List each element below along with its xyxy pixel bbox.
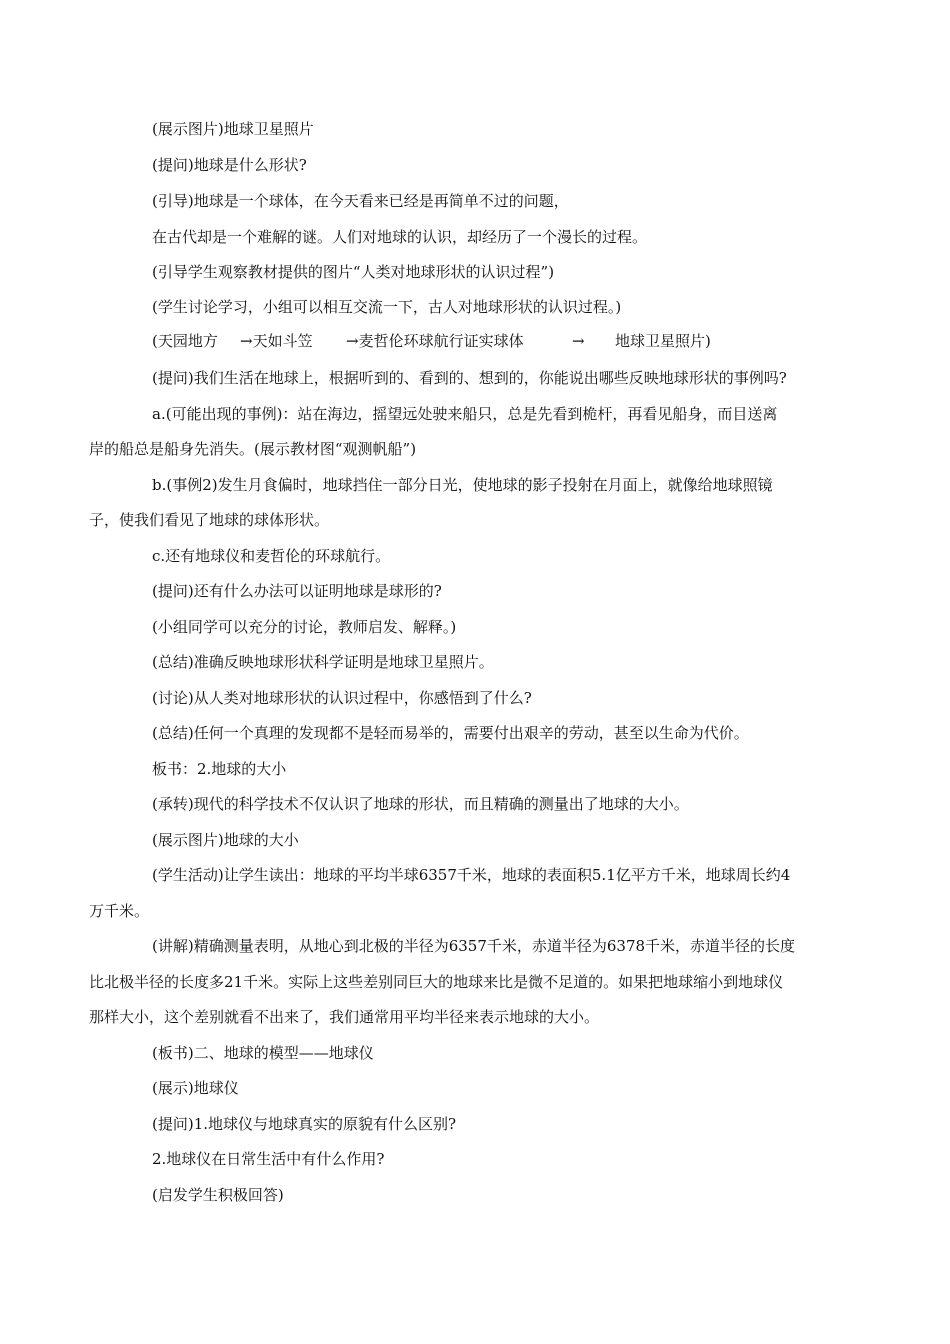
paragraph-line: 岸的船总是船身先消失。(展示教材图“观测帆船”) [89, 440, 417, 458]
paragraph-line: (学生讨论学习，小组可以相互交流一下，古人对地球形状的认识过程。) [152, 298, 622, 316]
paragraph-line: (提问)地球是什么形状? [152, 156, 307, 174]
paragraph-line: (承转)现代的科学技术不仅认识了地球的形状，而且精确的测量出了地球的大小。 [152, 795, 689, 813]
paragraph-line: (板书)二、地球的模型——地球仪 [152, 1044, 374, 1062]
paragraph-line: 2.地球仪在日常生活中有什么作用? [152, 1150, 385, 1168]
paragraph-line: (提问)还有什么办法可以证明地球是球形的? [152, 582, 442, 600]
paragraph-line: (总结)任何一个真理的发现都不是轻而易举的，需要付出艰辛的劳动，甚至以生命为代价。 [152, 724, 749, 742]
progression-step: →天如斗笠 [240, 332, 313, 350]
progression-arrow: → [572, 332, 585, 350]
paragraph-line: (讨论)从人类对地球形状的认识过程中，你感悟到了什么? [152, 689, 532, 707]
paragraph-line: (小组同学可以充分的讨论，教师启发、解释。) [152, 618, 457, 636]
paragraph-line: (总结)准确反映地球形状科学证明是地球卫星照片。 [152, 653, 494, 671]
paragraph-line: (提问)我们生活在地球上，根据听到的、看到的、想到的，你能说出哪些反映地球形状的事例吗? [152, 369, 787, 387]
paragraph-line: (启发学生积极回答) [152, 1186, 284, 1204]
paragraph-line: (展示)地球仪 [152, 1079, 239, 1097]
paragraph-line: (讲解)精确测量表明，从地心到北极的半径为6357千米，赤道半径为6378千米，赤道半径的长度 [152, 937, 796, 955]
progression-start: (天园地方 [152, 332, 218, 350]
paragraph-line: 子，使我们看见了地球的球体形状。 [89, 511, 330, 529]
paragraph-line: (引导学生观察教材提供的图片“人类对地球形状的认识过程”) [152, 263, 555, 281]
paragraph-line: (提问)1.地球仪与地球真实的原貌有什么区别? [152, 1115, 457, 1133]
paragraph-line: c.还有地球仪和麦哲伦的环球航行。 [152, 547, 391, 565]
shape-cognition-progression [152, 331, 792, 351]
paragraph-line: 比北极半径的长度多21千米。实际上这些差别同巨大的地球来比是微不足道的。如果把地球缩小到地球仪 [89, 973, 784, 991]
paragraph-line: (引导)地球是一个球体，在今天看来已经是再简单不过的问题， [152, 192, 569, 210]
paragraph-line: (展示图片)地球卫星照片 [152, 120, 314, 138]
paragraph-line: 板书：2.地球的大小 [152, 760, 287, 778]
paragraph-line: 万千米。 [89, 902, 150, 920]
paragraph-line: b.(事例2)发生月食偏时，地球挡住一部分日光，使地球的影子投射在月面上，就像给地球照镜 [152, 476, 773, 494]
paragraph-line: 那样大小，这个差别就看不出来了，我们通常用平均半径来表示地球的大小。 [89, 1008, 600, 1026]
paragraph-line: a.(可能出现的事例)：站在海边，摇望远处驶来船只，总是先看到桅杆，再看见船身，而目送离 [152, 405, 778, 423]
progression-step: →麦哲伦环球航行证实球体 [346, 332, 524, 350]
paragraph-line: (展示图片)地球的大小 [152, 831, 299, 849]
paragraph-line: 在古代却是一个难解的谜。人们对地球的认识，却经历了一个漫长的过程。 [152, 228, 648, 246]
paragraph-line: (学生活动)让学生读出：地球的平均半球6357千米，地球的表面积5.1亿平方千米，地球周长约4 [152, 866, 791, 884]
progression-end: 地球卫星照片) [615, 332, 711, 350]
